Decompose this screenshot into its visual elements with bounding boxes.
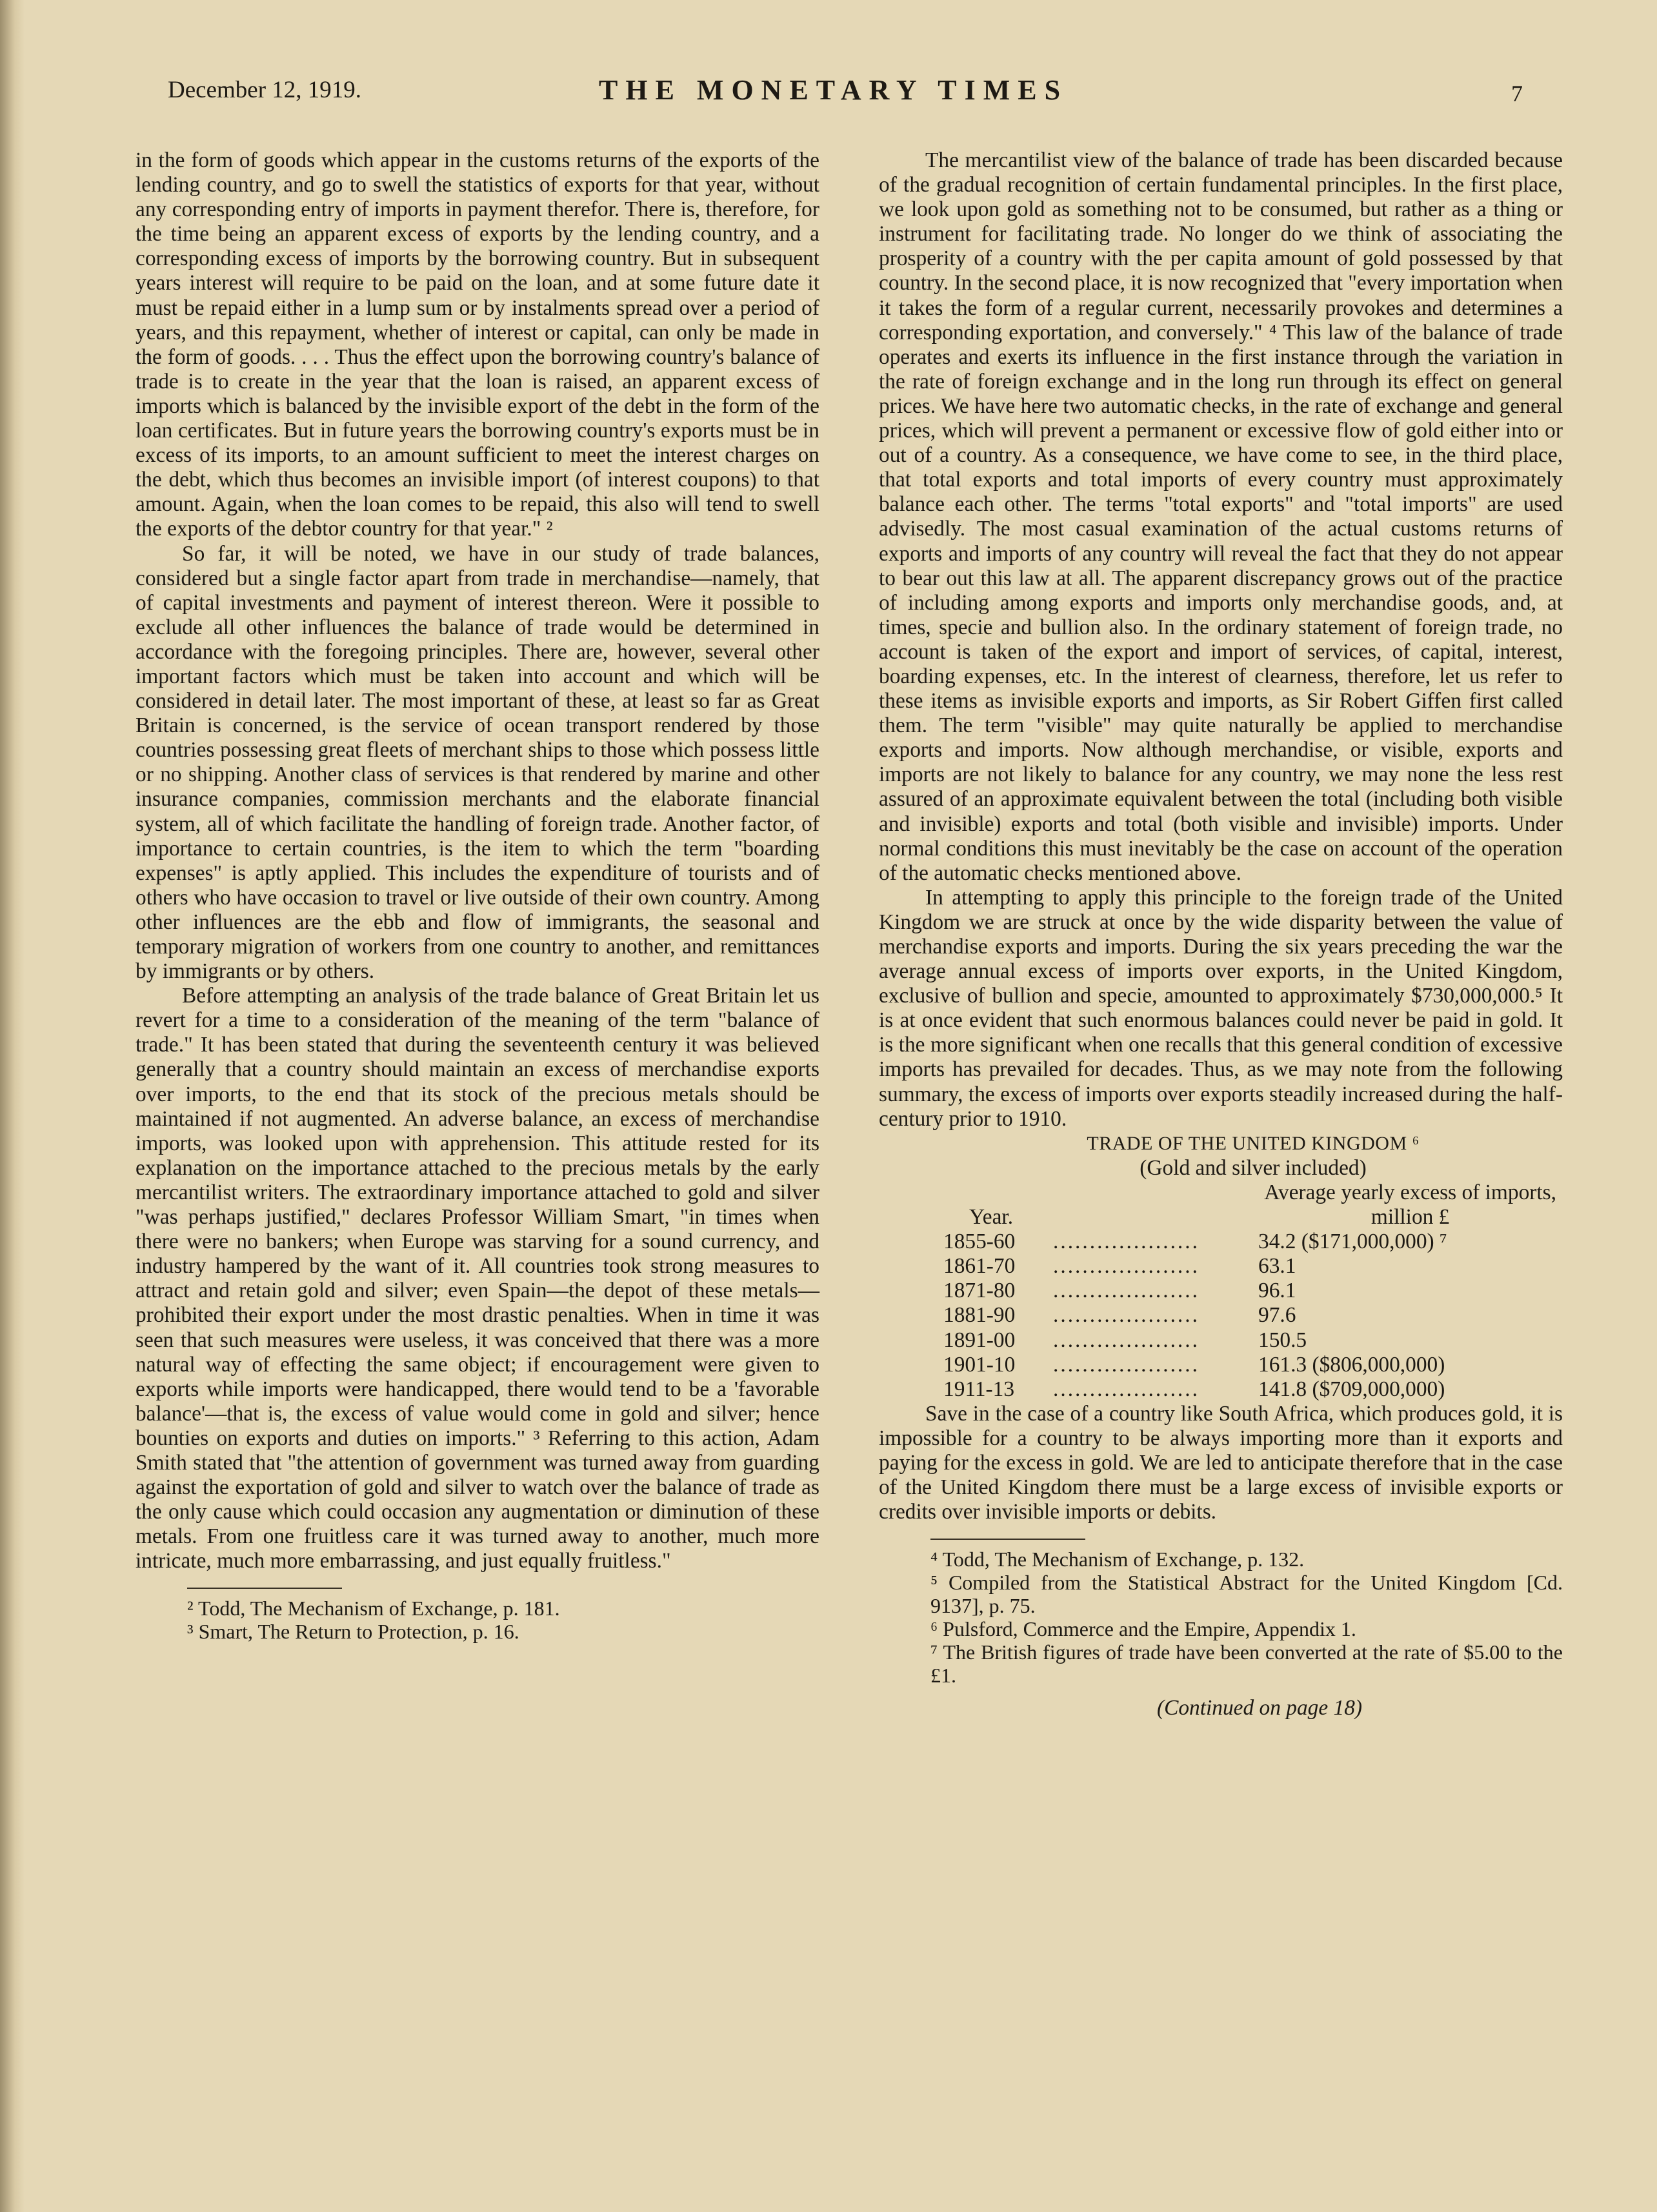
row-value: 97.6 [1258,1303,1296,1328]
leader-dots: .................... [1053,1328,1200,1352]
table-row [943,1328,1563,1353]
table-row [943,1230,1563,1254]
page-binding-edge [0,0,25,2212]
leader-dots: .................... [1053,1352,1200,1377]
row-year: 1891-00 [943,1328,1016,1352]
row-value: 96.1 [1258,1279,1296,1303]
value-header-line: Average yearly excess of imports, [1264,1180,1556,1204]
left-column [136,148,819,1643]
page-header [168,76,1523,121]
table-row [943,1254,1563,1279]
trade-table [943,1131,1563,1402]
row-year: 1881-90 [943,1303,1016,1328]
row-year: 1871-80 [943,1279,1016,1303]
row-value: 141.8 ($709,000,000) [1258,1377,1445,1401]
table-row [943,1353,1563,1377]
value-column-header [1264,1181,1556,1230]
continued-note: (Continued on page 18) [1156,1696,1363,1720]
value-header-unit: million £ [1371,1205,1450,1230]
issue-date: December 12, 1919. [168,77,362,103]
row-year: 1861-70 [943,1254,1016,1279]
row-value: 34.2 ($171,000,000) ⁷ [1258,1230,1447,1254]
table-row [943,1303,1563,1328]
row-year: 1855-60 [943,1230,1016,1254]
table-row [943,1279,1563,1303]
page-number: 7 [1511,81,1523,106]
footnote: ⁴ Todd, The Mechanism of Exchange, p. 132. [930,1548,1305,1571]
footnote-divider [187,1588,342,1589]
table-row [943,1377,1563,1402]
paragraph: in the form of goods which appear in the customs returns of the exports of the lending country, and go to swell the statistics of exports for that year, without any corresponding entry of imports in payment therefor. There is, therefore, for the time being an apparent excess of exports by the lending country, and a corresponding excess of imports by the borrowing country. But in subsequent years interest will require to be paid on the loan, and at some future date it must be repaid either in a lump sum or by instalments spread over a period of years, and this repayment, whether of interest or capital, can only be made in the form of goods. . . . Thus the effect upon the borrowing country's balance of trade is to create in the year that the loan is raised, an apparent excess of imports which is balanced by the invisible export of the debt in the form of the loan certificates. But in future years the borrowing country's exports must be in excess of its imports, to an amount sufficient to meet the interest charges on the debt, which thus becomes an invisible import (of interest coupons) to that amount. Again, when the loan comes to be repaid, this also will tend to swell the exports of the debtor country for that year." ² [136,148,819,541]
table-subtitle: (Gold and silver included) [1140,1155,1367,1180]
footnote: ⁷ The British figures of trade have been converted at the rate of $5.00 to the £1. [930,1640,1563,1688]
row-year: 1911-13 [943,1377,1015,1401]
paragraph: Save in the case of a country like South Africa, which produces gold, it is impossible for a country to be always importing more than it exports and paying for the excess in gold. We are led to anticipate therefore that in the case of the United Kingdom there must be a large excess of invisible exports or credits over invisible imports or debits. [879,1401,1563,1524]
table-title: TRADE OF THE UNITED KINGDOM ⁶ [1087,1132,1420,1154]
paragraph: So far, it will be noted, we have in our study of trade balances, considered but a single factor apart from trade in merchandise—namely, that of capital investments and payment of interest thereon. Were it possible to exclude all other influences the balance of trade would be determined in accordance with the foregoing principles. There are, however, several other important factors which must be taken into account and which will be considered in detail later. The most important of these, at least so far as Great Britain is concerned, is the service of ocean transport rendered by those countries possessing great fleets of merchant ships to those which possess little or no shipping. Another class of services is that rendered by marine and other insurance companies, commission merchants and the elaborate financial system, all of which facilitate the handling of foreign trade. Another factor, of importance to certain countries, is the item to which the term "boarding expenses" is aptly applied. This includes the expenditure of tourists and of others who have occasion to travel or live outside of their own country. Among other influences are the ebb and flow of immigrants, the seasonal and temporary migration of workers from one country to another, and remittances by immigrants or by others. [136,541,819,984]
paragraph: Before attempting an analysis of the trade balance of Great Britain let us revert for a time to a consideration of the meaning of the term "balance of trade." It has been stated that during the seventeenth century it was believed generally that a country should maintain an excess of merchandise exports over imports, to the end that its stock of the precious metals should be maintained if not augmented. An adverse balance, an excess of merchandise imports, was looked upon with apprehension. This attitude rested for its explanation on the importance attached to the precious metals by the early mercantilist writers. The extraordinary importance attached to gold and silver "was perhaps justified," declares Professor William Smart, "in times when there were no bankers; when Europe was starving for a sound currency, and industry hampered by the want of it. All countries took strong measures to attract and retain gold and silver; even Spain—the depot of these metals—prohibited their export under the most drastic penalties. When in time it was seen that such measures were useless, it was conceived that there was a more natural way of effecting the same object; if encouragement were given to exports while imports were handicapped, there would tend to be a 'favorable balance'—that is, the excess of value would come in gold and silver; hence bounties on exports and duties on imports." ³ Referring to this action, Adam Smith stated that "the attention of government was turned away from guarding against the exportation of gold and silver to watch over the balance of trade as the only cause which could occasion any augmentation or diminution of these metals. From one fruitless care it was turned away to another, much more intricate, much more embarrassing, and just equally fruitless." [136,984,819,1573]
year-column-header: Year. [969,1205,1014,1230]
publication-title: THE MONETARY TIMES [599,74,1069,106]
footnote: ³ Smart, The Return to Protection, p. 16. [187,1620,519,1644]
row-value: 161.3 ($806,000,000) [1258,1352,1445,1377]
leader-dots: .................... [1053,1303,1200,1328]
leader-dots: .................... [1053,1230,1200,1254]
footnote-divider [930,1539,1085,1540]
footnote: ² Todd, The Mechanism of Exchange, p. 181. [187,1597,560,1620]
row-year: 1901-10 [943,1352,1016,1377]
table-header [943,1181,1563,1230]
row-value: 63.1 [1258,1254,1296,1279]
leader-dots: .................... [1053,1377,1200,1401]
leader-dots: .................... [1053,1279,1200,1303]
paragraph: The mercantilist view of the balance of trade has been discarded because of the gradual recognition of certain fundamental principles. In the first place, we look upon gold as something not to be consumed, but rather as a thing or instrument for facilitating trade. No longer do we think of associating the prosperity of a country with the per capita amount of gold possessed by that country. In the second place, it is now recognized that "every importation when it takes the form of a regular current, necessarily provokes and determines a corresponding exportation, and conversely." ⁴ This law of the balance of trade operates and exerts its influence in the first instance through the variation in the rate of foreign exchange and in the long run through its effect on general prices. We have here two automatic checks, in the rate of exchange and general prices, which will prevent a permanent or excessive flow of gold either into or out of a country. As a consequence, we have come to see, in the third place, that total exports and total imports of every country must approximately balance each other. The terms "total exports" and "total imports" are used advisedly. The most casual examination of the actual customs returns of exports and imports of any country will reveal the fact that they do not appear to bear out this law at all. The apparent discrepancy grows out of the practice of including among exports and imports only merchandise goods, and, at times, specie and bullion also. In the ordinary statement of foreign trade, no account is taken of the export and import of services, of capital, interest, boarding expenses, etc. In the interest of clearness, therefore, let us refer to these items as invisible exports and imports, as Sir Robert Giffen first called them. The term "visible" may quite naturally be applied to merchandise exports and imports. Now although merchandise, or visible, exports and imports are not likely to balance for any country, we may none the less rest assured of an approximate equivalent between the total (including both visible and invisible) exports and total (both visible and invisible) imports. Under normal conditions this must inevitably be the case on account of the operation of the automatic checks mentioned above. [879,148,1563,885]
right-column [879,148,1563,1720]
footnote: ⁵ Compiled from the Statistical Abstract for the United Kingdom [Cd. 9137], p. 75. [930,1571,1563,1618]
footnote: ⁶ Pulsford, Commerce and the Empire, Appendix 1. [930,1617,1356,1641]
leader-dots: .................... [1053,1254,1200,1279]
paragraph: In attempting to apply this principle to the foreign trade of the United Kingdom we are struck at once by the wide disparity between the value of merchandise exports and imports. During the six years preceding the war the average annual excess of imports over exports, in the United Kingdom, exclusive of bullion and specie, amounted to approximately $730,000,000.⁵ It is at once evident that such enormous balances could never be paid in gold. It is the more significant when one recalls that this general condition of excessive imports has prevailed for decades. Thus, as we may note from the following summary, the excess of imports over exports steadily increased during the half-century prior to 1910. [879,885,1563,1131]
row-value: 150.5 [1258,1328,1307,1352]
